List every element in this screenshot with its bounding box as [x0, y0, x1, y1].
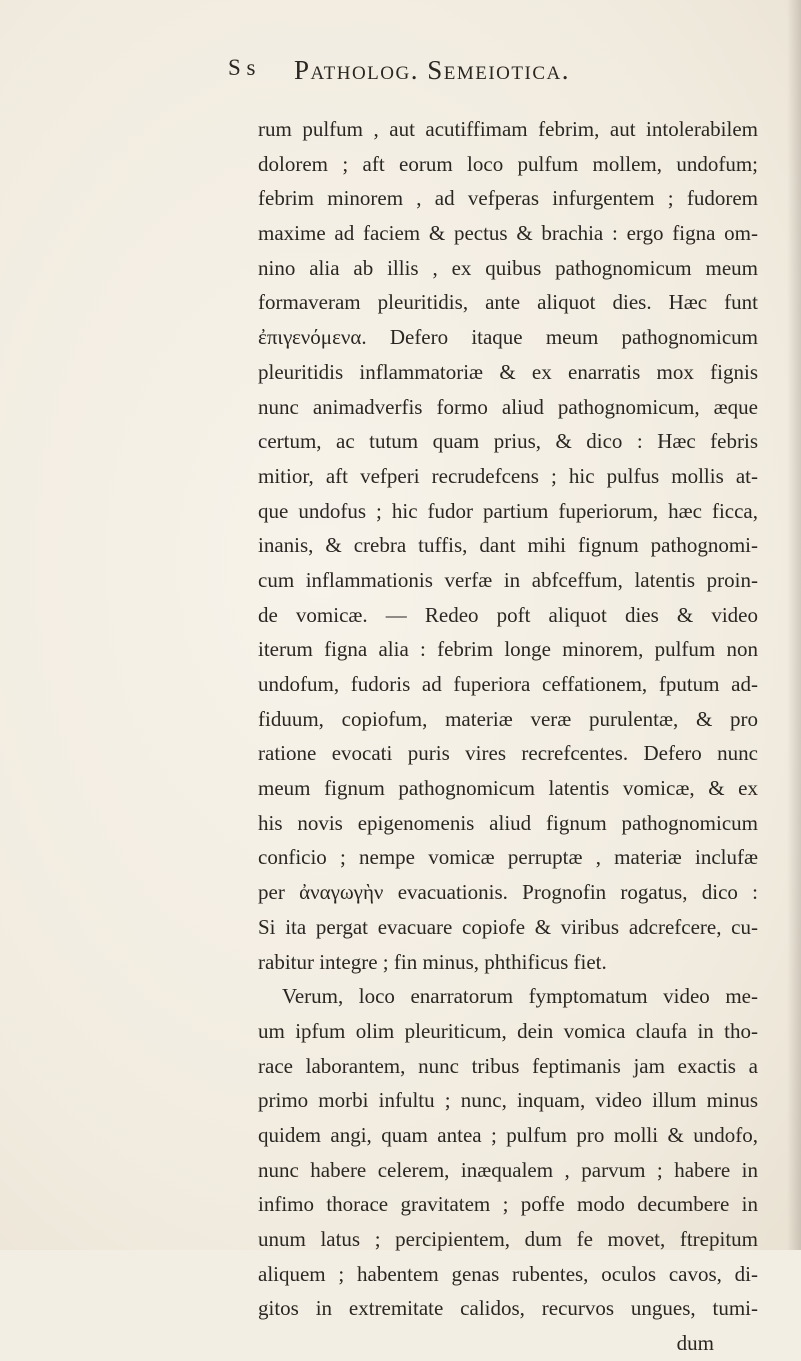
page-edge-shadow	[787, 0, 801, 1250]
running-header	[228, 55, 748, 95]
text-line: nino alia ab illis , ex quibus pathognomicum meum	[258, 255, 758, 280]
text-line: undofum, fudoris ad fuperiora ceffationem, fputum ad-	[258, 672, 758, 696]
text-line: rabitur integre ; fin minus, phthificus fiet.	[258, 949, 607, 974]
text-line: quidem angi, quam antea ; pulfum pro molli & undofo,	[258, 1122, 758, 1147]
text-line: cum inflammationis verfæ in abfceffum, latentis proin-	[258, 567, 758, 592]
signature-mark: S s	[228, 55, 256, 80]
text-line: conficio ; nempe vomicæ perruptæ , materiæ inclufæ	[258, 845, 758, 870]
text-line: iterum figna alia : febrim longe minorem, pulfum non	[258, 637, 758, 662]
text-line: Si ita pergat evacuare copiofe & viribus adcrefcere, cu-	[258, 914, 758, 939]
text-line: meum fignum pathognomicum latentis vomicæ, & ex	[258, 776, 758, 801]
text-line: febrim minorem , ad vefperas infurgentem ; fudorem	[258, 186, 758, 211]
text-line: fiduum, copiofum, materiæ veræ purulentæ, & pro	[258, 706, 758, 731]
text-line: de vomicæ. — Redeo poft aliquot dies & video	[258, 602, 758, 627]
text-line: gitos in extremitate calidos, recurvos ungues, tumi-	[258, 1296, 758, 1321]
text-line: que undofus ; hic fudor partium fuperiorum, hæc ficca,	[258, 498, 758, 523]
text-line: rum pulfum , aut acutiffimam febrim, aut intolerabilem	[258, 117, 758, 141]
text-line: mitior, aft vefperi recrudefcens ; hic pulfus mollis at-	[258, 463, 758, 488]
catchword: dum	[676, 1331, 714, 1356]
text-line: maxime ad faciem & pectus & brachia : ergo figna om-	[258, 221, 758, 246]
text-line: ratione evocati puris vires recrefcentes. Defero nunc	[258, 741, 758, 766]
running-title: Patholog. Semeiotica.	[294, 55, 570, 85]
text-line: nunc animadverfis formo aliud pathognomicum, æque	[258, 394, 758, 419]
text-line: his novis epigenomenis aliud fignum pathognomicum	[258, 810, 758, 835]
body-text	[258, 112, 758, 1361]
text-line: aliquem ; habentem genas rubentes, oculos cavos, di-	[258, 1261, 758, 1286]
text-line: race laborantem, nunc tribus feptimanis jam exactis a	[258, 1053, 758, 1078]
text-line: inanis, & crebra tuffis, dant mihi fignum pathognomi-	[258, 533, 758, 558]
text-line: primo morbi infultu ; nunc, inquam, video illum minus	[258, 1088, 758, 1113]
text-line: pleuritidis inflammatoriæ & ex enarratis mox fignis	[258, 359, 758, 384]
text-line: unum latus ; percipientem, dum fe movet, ftrepitum	[258, 1227, 758, 1251]
text-line: per ἀναγωγὴν evacuationis. Prognofin rogatus, dico :	[258, 880, 758, 905]
text-line: certum, ac tutum quam prius, & dico : Hæc febris	[258, 429, 758, 454]
text-line: formaveram pleuritidis, ante aliquot dies. Hæc funt	[258, 290, 758, 315]
text-line: um ipfum olim pleuriticum, dein vomica claufa in tho-	[258, 1018, 758, 1043]
text-line: ἐπιγενόμενα. Defero itaque meum pathognomicum	[258, 325, 758, 350]
text-line: infimo thorace gravitatem ; poffe modo decumbere in	[258, 1192, 758, 1217]
text-line: Verum, loco enarratorum fymptomatum video me-	[282, 984, 758, 1009]
text-line: nunc habere celerem, inæqualem , parvum ; habere in	[258, 1157, 758, 1182]
text-line: dolorem ; aft eorum loco pulfum mollem, undofum;	[258, 151, 758, 176]
